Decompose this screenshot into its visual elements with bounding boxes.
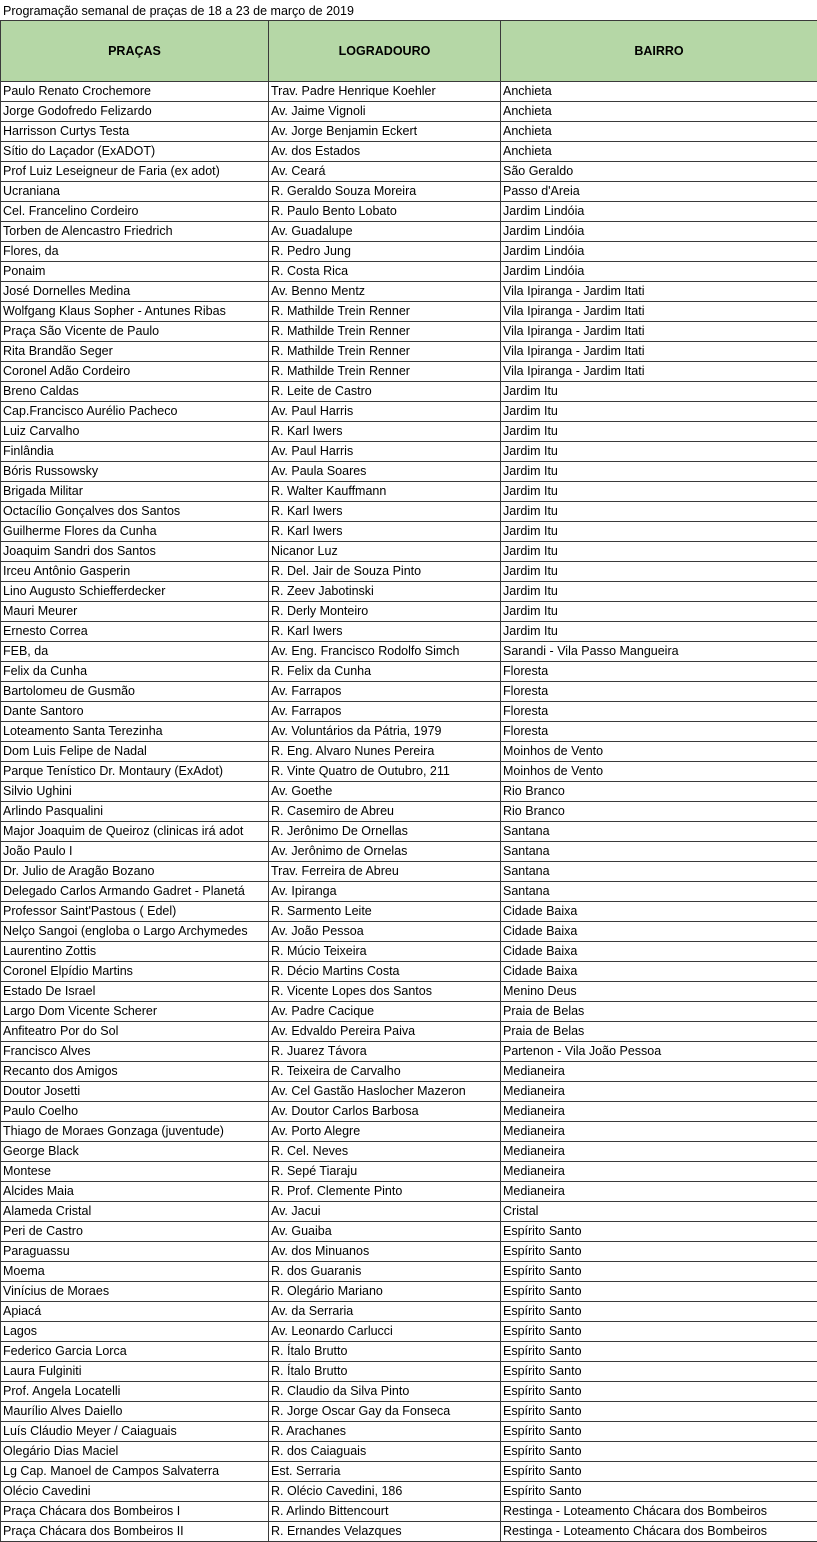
table-row [1,902,817,922]
cell-bairro: Santana [501,882,817,902]
cell-praca: Cap.Francisco Aurélio Pacheco [1,402,269,422]
cell-bairro: Vila Ipiranga - Jardim Itati [501,302,817,322]
cell-bairro: Floresta [501,722,817,742]
cell-praca: Prof Luiz Leseigneur de Faria (ex adot) [1,162,269,182]
cell-logradouro: R. Prof. Clemente Pinto [269,1182,501,1202]
cell-praca: George Black [1,1142,269,1162]
table-row [1,982,817,1002]
table-row [1,102,817,122]
cell-praca: Peri de Castro [1,1222,269,1242]
column-header-pracas: PRAÇAS [1,21,269,82]
cell-logradouro: R. Teixeira de Carvalho [269,1062,501,1082]
cell-bairro: Cidade Baixa [501,902,817,922]
cell-praca: Harrisson Curtys Testa [1,122,269,142]
cell-bairro: Medianeira [501,1182,817,1202]
cell-bairro: Espírito Santo [501,1282,817,1302]
cell-logradouro: Av. da Serraria [269,1302,501,1322]
cell-praca: Prof. Angela Locatelli [1,1382,269,1402]
cell-logradouro: Av. dos Estados [269,142,501,162]
cell-logradouro: R. Sepé Tiaraju [269,1162,501,1182]
cell-logradouro: R. Walter Kauffmann [269,482,501,502]
cell-logradouro: Av. Ceará [269,162,501,182]
cell-logradouro: R. Ítalo Brutto [269,1362,501,1382]
cell-bairro: Sarandi - Vila Passo Mangueira [501,642,817,662]
table-row [1,1082,817,1102]
cell-bairro: Cidade Baixa [501,942,817,962]
cell-bairro: Espírito Santo [501,1342,817,1362]
cell-logradouro: Av. Jaime Vignoli [269,102,501,122]
cell-logradouro: Av. Porto Alegre [269,1122,501,1142]
cell-logradouro: Av. Jerônimo de Ornelas [269,842,501,862]
cell-logradouro: R. Sarmento Leite [269,902,501,922]
table-row [1,82,817,102]
cell-bairro: Jardim Itu [501,502,817,522]
table-row [1,1002,817,1022]
table-row [1,922,817,942]
cell-praca: Thiago de Moraes Gonzaga (juventude) [1,1122,269,1142]
table-row [1,562,817,582]
cell-logradouro: Av. Farrapos [269,702,501,722]
table-row [1,482,817,502]
cell-bairro: Partenon - Vila João Pessoa [501,1042,817,1062]
cell-bairro: Espírito Santo [501,1222,817,1242]
table-row [1,1242,817,1262]
header-row [1,21,817,82]
cell-bairro: Santana [501,822,817,842]
cell-praca: Paulo Coelho [1,1102,269,1122]
table-row [1,1262,817,1282]
cell-bairro: Vila Ipiranga - Jardim Itati [501,322,817,342]
cell-bairro: Anchieta [501,102,817,122]
table-row [1,822,817,842]
cell-logradouro: R. Del. Jair de Souza Pinto [269,562,501,582]
table-row [1,762,817,782]
cell-praca: Apiacá [1,1302,269,1322]
cell-bairro: Espírito Santo [501,1242,817,1262]
cell-bairro: Espírito Santo [501,1262,817,1282]
cell-praca: Montese [1,1162,269,1182]
table-row [1,622,817,642]
cell-bairro: Espírito Santo [501,1462,817,1482]
table-row [1,242,817,262]
cell-logradouro: R. Olécio Cavedini, 186 [269,1482,501,1502]
cell-bairro: Jardim Itu [501,482,817,502]
table-row [1,322,817,342]
cell-bairro: Espírito Santo [501,1442,817,1462]
cell-praca: Maurílio Alves Daiello [1,1402,269,1422]
cell-praca: Mauri Meurer [1,602,269,622]
cell-logradouro: R. Eng. Alvaro Nunes Pereira [269,742,501,762]
cell-praca: Coronel Adão Cordeiro [1,362,269,382]
cell-bairro: Jardim Lindóia [501,202,817,222]
cell-bairro: Espírito Santo [501,1322,817,1342]
cell-logradouro: R. Arachanes [269,1422,501,1442]
table-row [1,742,817,762]
table-row [1,642,817,662]
cell-logradouro: R. Juarez Távora [269,1042,501,1062]
cell-bairro: Anchieta [501,122,817,142]
table-row [1,342,817,362]
table-row [1,1322,817,1342]
cell-praca: Major Joaquim de Queiroz (clinicas irá adot [1,822,269,842]
cell-praca: FEB, da [1,642,269,662]
cell-praca: Francisco Alves [1,1042,269,1062]
cell-logradouro: R. Jerônimo De Ornellas [269,822,501,842]
cell-bairro: Passo d'Areia [501,182,817,202]
cell-praca: Ernesto Correa [1,622,269,642]
cell-logradouro: Av. Guaiba [269,1222,501,1242]
cell-bairro: Espírito Santo [501,1402,817,1422]
table-row [1,1202,817,1222]
table-row [1,402,817,422]
cell-bairro: Jardim Itu [501,622,817,642]
cell-bairro: Floresta [501,682,817,702]
cell-bairro: Cristal [501,1202,817,1222]
cell-praca: Silvio Ughini [1,782,269,802]
cell-praca: Sítio do Laçador (ExADOT) [1,142,269,162]
cell-logradouro: Av. Eng. Francisco Rodolfo Simch [269,642,501,662]
cell-praca: Brigada Militar [1,482,269,502]
cell-logradouro: Av. Paul Harris [269,402,501,422]
cell-bairro: São Geraldo [501,162,817,182]
cell-praca: Olécio Cavedini [1,1482,269,1502]
cell-bairro: Jardim Lindóia [501,262,817,282]
cell-praca: João Paulo I [1,842,269,862]
cell-bairro: Moinhos de Vento [501,742,817,762]
cell-logradouro: R. Casemiro de Abreu [269,802,501,822]
cell-bairro: Praia de Belas [501,1022,817,1042]
table-row [1,1142,817,1162]
cell-logradouro: Est. Serraria [269,1462,501,1482]
cell-praca: Vinícius de Moraes [1,1282,269,1302]
table-row [1,182,817,202]
cell-praca: Luís Cláudio Meyer / Caiaguais [1,1422,269,1442]
cell-logradouro: R. Claudio da Silva Pinto [269,1382,501,1402]
cell-bairro: Restinga - Loteamento Chácara dos Bombeiros [501,1502,817,1522]
cell-bairro: Espírito Santo [501,1482,817,1502]
cell-logradouro: Nicanor Luz [269,542,501,562]
cell-bairro: Espírito Santo [501,1382,817,1402]
table-row [1,942,817,962]
cell-logradouro: R. Múcio Teixeira [269,942,501,962]
table-row [1,262,817,282]
table-row [1,1282,817,1302]
table-row [1,122,817,142]
table-row [1,382,817,402]
cell-bairro: Jardim Itu [501,542,817,562]
cell-praca: Dr. Julio de Aragão Bozano [1,862,269,882]
cell-praca: Alameda Cristal [1,1202,269,1222]
cell-bairro: Jardim Itu [501,462,817,482]
table-row [1,1222,817,1242]
cell-bairro: Jardim Itu [501,422,817,442]
cell-logradouro: R. Karl Iwers [269,622,501,642]
table-row [1,962,817,982]
table-row [1,802,817,822]
cell-praca: Joaquim Sandri dos Santos [1,542,269,562]
cell-praca: Wolfgang Klaus Sopher - Antunes Ribas [1,302,269,322]
cell-logradouro: R. Felix da Cunha [269,662,501,682]
cell-praca: Torben de Alencastro Friedrich [1,222,269,242]
cell-bairro: Moinhos de Vento [501,762,817,782]
table-row [1,542,817,562]
cell-praca: Nelço Sangoi (engloba o Largo Archymedes [1,922,269,942]
cell-praca: Octacílio Gonçalves dos Santos [1,502,269,522]
cell-praca: Moema [1,1262,269,1282]
cell-bairro: Santana [501,862,817,882]
cell-logradouro: Av. dos Minuanos [269,1242,501,1262]
cell-logradouro: Av. Jacui [269,1202,501,1222]
cell-praca: Luiz Carvalho [1,422,269,442]
cell-logradouro: R. Décio Martins Costa [269,962,501,982]
table-row [1,662,817,682]
cell-bairro: Vila Ipiranga - Jardim Itati [501,282,817,302]
table-row [1,882,817,902]
cell-bairro: Jardim Itu [501,382,817,402]
cell-bairro: Cidade Baixa [501,922,817,942]
table-row [1,782,817,802]
cell-bairro: Floresta [501,662,817,682]
table-row [1,1382,817,1402]
cell-bairro: Anchieta [501,142,817,162]
cell-praca: Bartolomeu de Gusmão [1,682,269,702]
cell-praca: Dom Luis Felipe de Nadal [1,742,269,762]
cell-praca: Flores, da [1,242,269,262]
cell-bairro: Medianeira [501,1142,817,1162]
cell-logradouro: R. Arlindo Bittencourt [269,1502,501,1522]
cell-bairro: Vila Ipiranga - Jardim Itati [501,362,817,382]
cell-bairro: Vila Ipiranga - Jardim Itati [501,342,817,362]
cell-logradouro: R. Zeev Jabotinski [269,582,501,602]
cell-praca: Ucraniana [1,182,269,202]
cell-logradouro: R. Geraldo Souza Moreira [269,182,501,202]
cell-praca: Jorge Godofredo Felizardo [1,102,269,122]
table-row [1,702,817,722]
page-title: Programação semanal de praças de 18 a 23 de março de 2019 [3,2,354,20]
table-row [1,1522,817,1542]
cell-bairro: Espírito Santo [501,1302,817,1322]
table-row [1,442,817,462]
cell-bairro: Medianeira [501,1122,817,1142]
table-row [1,1022,817,1042]
cell-logradouro: R. Leite de Castro [269,382,501,402]
cell-bairro: Medianeira [501,1102,817,1122]
cell-praca: Ponaim [1,262,269,282]
cell-praca: Praça São Vicente de Paulo [1,322,269,342]
cell-logradouro: R. Karl Iwers [269,422,501,442]
table-row [1,282,817,302]
table-row [1,602,817,622]
cell-praca: Felix da Cunha [1,662,269,682]
table-row [1,1482,817,1502]
table-row [1,1122,817,1142]
cell-bairro: Jardim Itu [501,522,817,542]
cell-bairro: Rio Branco [501,782,817,802]
cell-bairro: Santana [501,842,817,862]
cell-bairro: Floresta [501,702,817,722]
cell-praca: Bóris Russowsky [1,462,269,482]
table-row [1,362,817,382]
table-row [1,582,817,602]
cell-logradouro: Av. Doutor Carlos Barbosa [269,1102,501,1122]
cell-logradouro: R. Vinte Quatro de Outubro, 211 [269,762,501,782]
cell-logradouro: R. Derly Monteiro [269,602,501,622]
table-row [1,202,817,222]
cell-logradouro: R. dos Caiaguais [269,1442,501,1462]
cell-bairro: Medianeira [501,1062,817,1082]
cell-praca: Delegado Carlos Armando Gadret - Planetá [1,882,269,902]
table-row [1,682,817,702]
cell-praca: Praça Chácara dos Bombeiros I [1,1502,269,1522]
cell-praca: Finlândia [1,442,269,462]
cell-praca: Praça Chácara dos Bombeiros II [1,1522,269,1542]
cell-bairro: Cidade Baixa [501,962,817,982]
cell-logradouro: Av. Paul Harris [269,442,501,462]
cell-praca: José Dornelles Medina [1,282,269,302]
cell-praca: Cel. Francelino Cordeiro [1,202,269,222]
table-row [1,1402,817,1422]
table-row [1,842,817,862]
cell-logradouro: R. Ernandes Velazques [269,1522,501,1542]
pracas-table [0,20,817,1542]
cell-logradouro: Av. Farrapos [269,682,501,702]
cell-praca: Anfiteatro Por do Sol [1,1022,269,1042]
cell-praca: Arlindo Pasqualini [1,802,269,822]
cell-praca: Paraguassu [1,1242,269,1262]
cell-praca: Lg Cap. Manoel de Campos Salvaterra [1,1462,269,1482]
table-row [1,522,817,542]
cell-bairro: Jardim Itu [501,582,817,602]
cell-bairro: Espírito Santo [501,1422,817,1442]
cell-praca: Dante Santoro [1,702,269,722]
table-row [1,422,817,442]
cell-bairro: Jardim Itu [501,402,817,422]
table-row [1,1302,817,1322]
cell-praca: Olegário Dias Maciel [1,1442,269,1462]
cell-logradouro: Av. Ipiranga [269,882,501,902]
cell-logradouro: R. dos Guaranis [269,1262,501,1282]
cell-logradouro: R. Karl Iwers [269,522,501,542]
table-row [1,1502,817,1522]
cell-logradouro: R. Mathilde Trein Renner [269,342,501,362]
cell-bairro: Jardim Lindóia [501,242,817,262]
cell-praca: Estado De Israel [1,982,269,1002]
cell-praca: Parque Tenístico Dr. Montaury (ExAdot) [1,762,269,782]
cell-praca: Professor Saint'Pastous ( Edel) [1,902,269,922]
cell-logradouro: R. Pedro Jung [269,242,501,262]
table-body [1,82,817,1542]
column-header-bairro: BAIRRO [501,21,817,82]
cell-logradouro: R. Ítalo Brutto [269,1342,501,1362]
table-row [1,1462,817,1482]
cell-logradouro: R. Mathilde Trein Renner [269,322,501,342]
cell-bairro: Praia de Belas [501,1002,817,1022]
cell-praca: Alcides Maia [1,1182,269,1202]
cell-logradouro: R. Costa Rica [269,262,501,282]
cell-bairro: Restinga - Loteamento Chácara dos Bombeiros [501,1522,817,1542]
column-header-logradouro: LOGRADOURO [269,21,501,82]
table-row [1,862,817,882]
cell-bairro: Medianeira [501,1082,817,1102]
cell-praca: Irceu Antônio Gasperin [1,562,269,582]
table-row [1,302,817,322]
cell-logradouro: Av. João Pessoa [269,922,501,942]
cell-bairro: Medianeira [501,1162,817,1182]
cell-praca: Recanto dos Amigos [1,1062,269,1082]
cell-praca: Rita Brandão Seger [1,342,269,362]
cell-logradouro: R. Cel. Neves [269,1142,501,1162]
cell-praca: Coronel Elpídio Martins [1,962,269,982]
cell-logradouro: R. Paulo Bento Lobato [269,202,501,222]
table-row [1,1042,817,1062]
cell-logradouro: Av. Edvaldo Pereira Paiva [269,1022,501,1042]
cell-logradouro: R. Jorge Oscar Gay da Fonseca [269,1402,501,1422]
table-row [1,1162,817,1182]
table-row [1,1102,817,1122]
table-row [1,162,817,182]
cell-praca: Lino Augusto Schiefferdecker [1,582,269,602]
cell-praca: Doutor Josetti [1,1082,269,1102]
cell-bairro: Menino Deus [501,982,817,1002]
cell-praca: Laura Fulginiti [1,1362,269,1382]
cell-logradouro: Av. Cel Gastão Haslocher Mazeron [269,1082,501,1102]
cell-bairro: Jardim Itu [501,562,817,582]
cell-logradouro: Av. Goethe [269,782,501,802]
cell-praca: Largo Dom Vicente Scherer [1,1002,269,1022]
table-row [1,462,817,482]
cell-logradouro: Trav. Padre Henrique Koehler [269,82,501,102]
table-row [1,142,817,162]
cell-praca: Guilherme Flores da Cunha [1,522,269,542]
cell-logradouro: R. Mathilde Trein Renner [269,302,501,322]
cell-logradouro: R. Mathilde Trein Renner [269,362,501,382]
cell-logradouro: Av. Padre Cacique [269,1002,501,1022]
table-row [1,222,817,242]
cell-praca: Loteamento Santa Terezinha [1,722,269,742]
cell-bairro: Anchieta [501,82,817,102]
table-row [1,502,817,522]
cell-bairro: Jardim Itu [501,442,817,462]
table-row [1,1062,817,1082]
cell-logradouro: Av. Voluntários da Pátria, 1979 [269,722,501,742]
cell-logradouro: R. Vicente Lopes dos Santos [269,982,501,1002]
cell-logradouro: Av. Paula Soares [269,462,501,482]
cell-bairro: Espírito Santo [501,1362,817,1382]
table-row [1,1442,817,1462]
cell-bairro: Rio Branco [501,802,817,822]
cell-praca: Paulo Renato Crochemore [1,82,269,102]
cell-logradouro: R. Karl Iwers [269,502,501,522]
cell-logradouro: Trav. Ferreira de Abreu [269,862,501,882]
cell-logradouro: Av. Benno Mentz [269,282,501,302]
cell-praca: Breno Caldas [1,382,269,402]
cell-praca: Federico Garcia Lorca [1,1342,269,1362]
cell-bairro: Jardim Lindóia [501,222,817,242]
table-row [1,1422,817,1442]
table-row [1,1362,817,1382]
cell-logradouro: Av. Jorge Benjamin Eckert [269,122,501,142]
cell-bairro: Jardim Itu [501,602,817,622]
cell-praca: Lagos [1,1322,269,1342]
cell-logradouro: Av. Guadalupe [269,222,501,242]
cell-praca: Laurentino Zottis [1,942,269,962]
table-row [1,1342,817,1362]
table-row [1,1182,817,1202]
cell-logradouro: R. Olegário Mariano [269,1282,501,1302]
table-row [1,722,817,742]
cell-logradouro: Av. Leonardo Carlucci [269,1322,501,1342]
